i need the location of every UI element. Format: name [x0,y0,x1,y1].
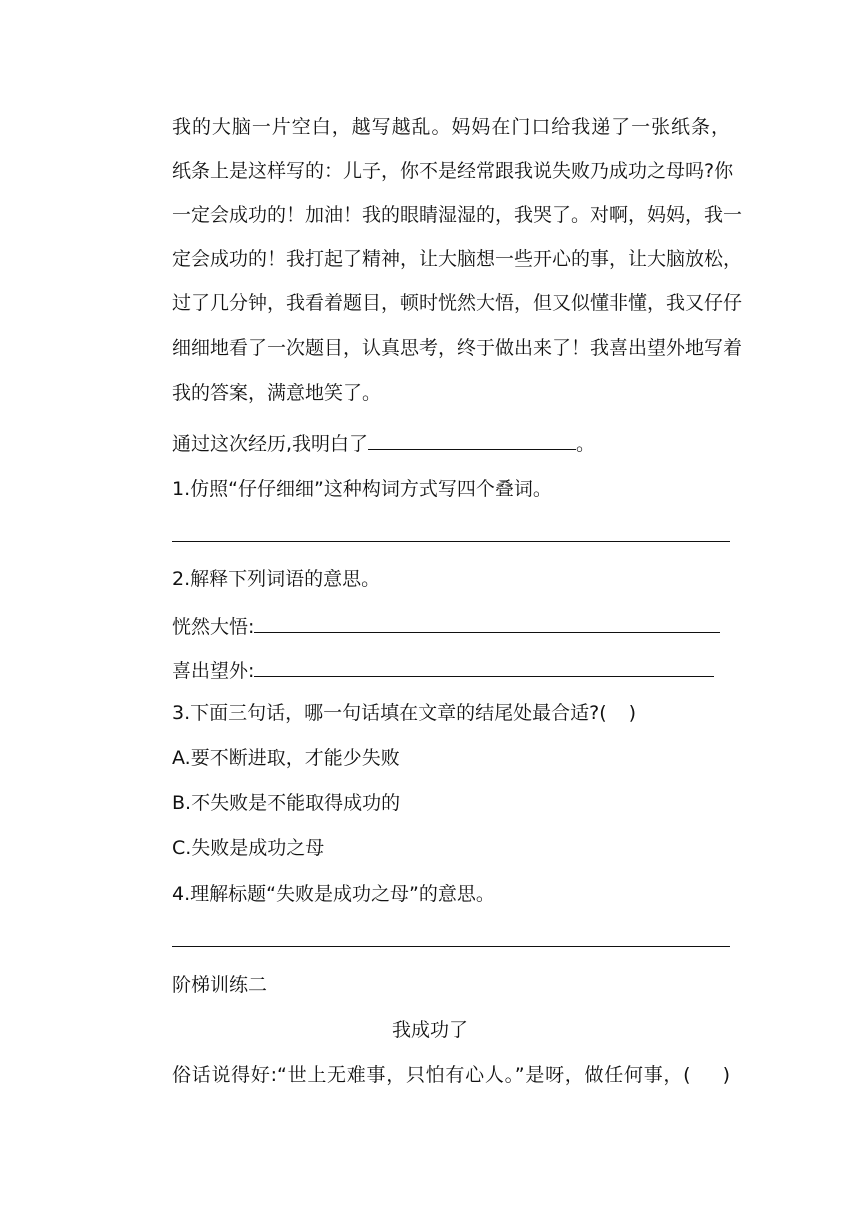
conclusion-blank[interactable] [368,429,576,450]
passage-line-5: 过了几分钟，我看着题目，顿时恍然大悟，但又似懂非懂，我又仔仔 [172,292,743,314]
question-2: 2.解释下列词语的意思。 [172,568,381,590]
section-2-close-paren: ) [722,1064,730,1086]
question-4-answer-line[interactable] [172,946,730,947]
question-3-close-paren: ) [628,702,637,724]
question-3-text: 3.下面三句话，哪一句话填在文章的结尾处最合适?( [172,702,607,724]
conclusion-line [172,429,595,457]
conclusion-prefix: 通过这次经历,我明白了 [172,433,369,455]
section-heading: 阶梯训练二 [172,974,268,996]
option-b: B.不失败是不能取得成功的 [172,792,401,814]
passage-line-7: 我的答案，满意地笑了。 [172,382,382,404]
question-3 [172,700,636,726]
term-1-answer-blank[interactable] [254,612,720,633]
term-huangrandawu: 恍然大悟: [172,616,255,638]
question-4: 4.理解标题“失败是成功之母”的意思。 [172,883,495,905]
question-2-item-1 [172,612,720,640]
section-2-line-1-text: 俗话说得好:“世上无难事，只怕有心人。”是呀，做任何事，( [172,1064,691,1086]
passage-line-1: 我的大脑一片空白，越写越乱。妈妈在门口给我递了一张纸条， [172,116,730,138]
story-title: 我成功了 [391,1019,468,1041]
question-1: 1.仿照“仔仔细细”这种构词方式写四个叠词。 [172,478,552,500]
section-2-line-1 [172,1062,730,1088]
passage-line-3: 一定会成功的！加油！我的眼睛湿湿的，我哭了。对啊，妈妈，我一 [172,204,743,226]
term-xichuwangwai: 喜出望外: [172,660,255,682]
question-2-item-2 [172,656,714,684]
passage-line-6: 细细地看了一次题目，认真思考，终于做出来了！我喜出望外地写着 [172,337,743,359]
passage-line-4: 定会成功的！我打起了精神，让大脑想一些开心的事，让大脑放松， [172,248,743,270]
passage-line-2: 纸条上是这样写的：儿子，你不是经常跟我说失败乃成功之母吗?你 [172,160,734,182]
conclusion-suffix: 。 [576,433,596,455]
term-2-answer-blank[interactable] [254,656,714,677]
question-1-answer-line[interactable] [172,541,730,542]
option-c: C.失败是成功之母 [172,837,325,859]
option-a: A.要不断进取，才能少失败 [172,747,400,769]
